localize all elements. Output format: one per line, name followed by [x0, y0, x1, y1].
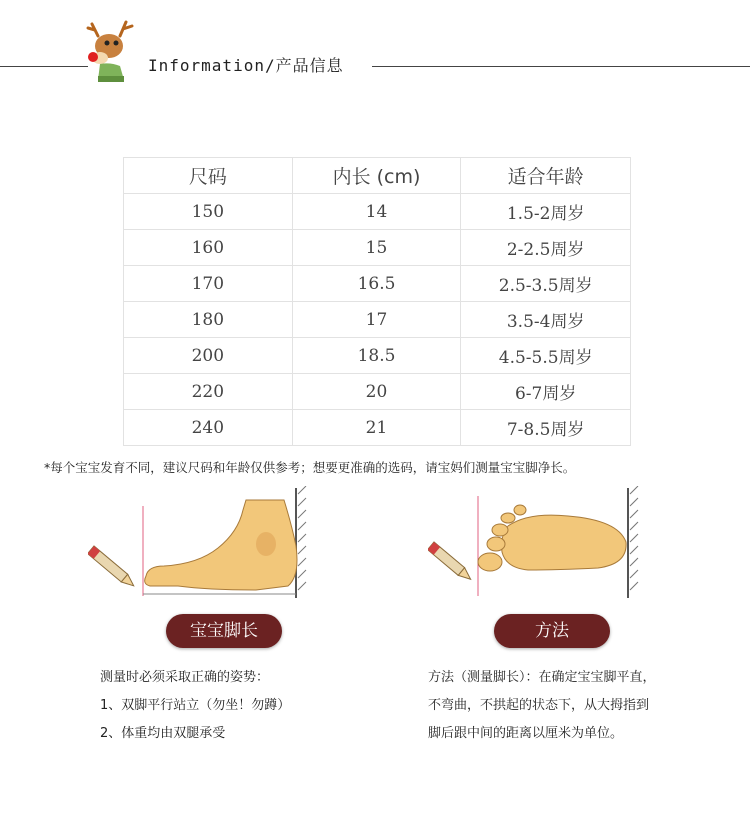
- header-title: Information/产品信息: [148, 56, 344, 75]
- header-rule-left: [0, 66, 88, 67]
- table-row: [124, 338, 631, 374]
- table-row: [124, 374, 631, 410]
- table-cell: 18.5: [292, 338, 461, 374]
- column-header: 内长 (cm): [292, 158, 461, 194]
- foot-side-view-illustration: [88, 486, 318, 606]
- table-row: [124, 410, 631, 446]
- table-cell: 21: [292, 410, 461, 446]
- table-cell: 150: [124, 194, 293, 230]
- size-note: *每个宝宝发育不同，建议尺码和年龄仅供参考；想要更准确的选码，请宝妈们测量宝宝脚净长。: [44, 460, 576, 475]
- posture-instructions: [100, 664, 290, 748]
- instruction-line: 测量时必须采取正确的姿势：: [100, 670, 270, 685]
- instruction-line: 脚后跟中间的距离以厘米为单位。: [428, 726, 624, 741]
- table-header-row: [124, 158, 631, 194]
- table-cell: 220: [124, 374, 293, 410]
- table-cell: 4.5-5.5周岁: [461, 338, 631, 374]
- column-header: 适合年龄: [461, 158, 631, 194]
- method-instructions: [428, 664, 656, 748]
- size-table: [123, 157, 631, 446]
- reindeer-mascot-icon: [80, 18, 142, 84]
- table-row: [124, 194, 631, 230]
- column-header: 尺码: [124, 158, 293, 194]
- table-cell: 3.5-4周岁: [461, 302, 631, 338]
- table-cell: 6-7周岁: [461, 374, 631, 410]
- table-cell: 17: [292, 302, 461, 338]
- table-cell: 2-2.5周岁: [461, 230, 631, 266]
- table-cell: 180: [124, 302, 293, 338]
- header-rule-right: [372, 66, 750, 67]
- instruction-line: 2、体重均由双腿承受: [100, 726, 226, 741]
- instruction-line: 方法（测量脚长）：在确定宝宝脚平直，: [428, 670, 656, 685]
- table-row: [124, 266, 631, 302]
- instruction-line: 不弯曲，不拱起的状态下，从大拇指到: [428, 698, 650, 713]
- table-cell: 16.5: [292, 266, 461, 302]
- foot-top-view-illustration: [428, 486, 648, 606]
- table-cell: 170: [124, 266, 293, 302]
- table-cell: 1.5-2周岁: [461, 194, 631, 230]
- foot-length-label: 宝宝脚长: [166, 614, 282, 648]
- table-row: [124, 230, 631, 266]
- table-cell: 7-8.5周岁: [461, 410, 631, 446]
- table-cell: 15: [292, 230, 461, 266]
- instruction-line: 1、双脚平行站立（勿坐！勿蹲）: [100, 698, 291, 713]
- table-cell: 20: [292, 374, 461, 410]
- table-cell: 14: [292, 194, 461, 230]
- table-cell: 160: [124, 230, 293, 266]
- table-cell: 200: [124, 338, 293, 374]
- table-row: [124, 302, 631, 338]
- method-label: 方法: [494, 614, 610, 648]
- table-cell: 240: [124, 410, 293, 446]
- table-cell: 2.5-3.5周岁: [461, 266, 631, 302]
